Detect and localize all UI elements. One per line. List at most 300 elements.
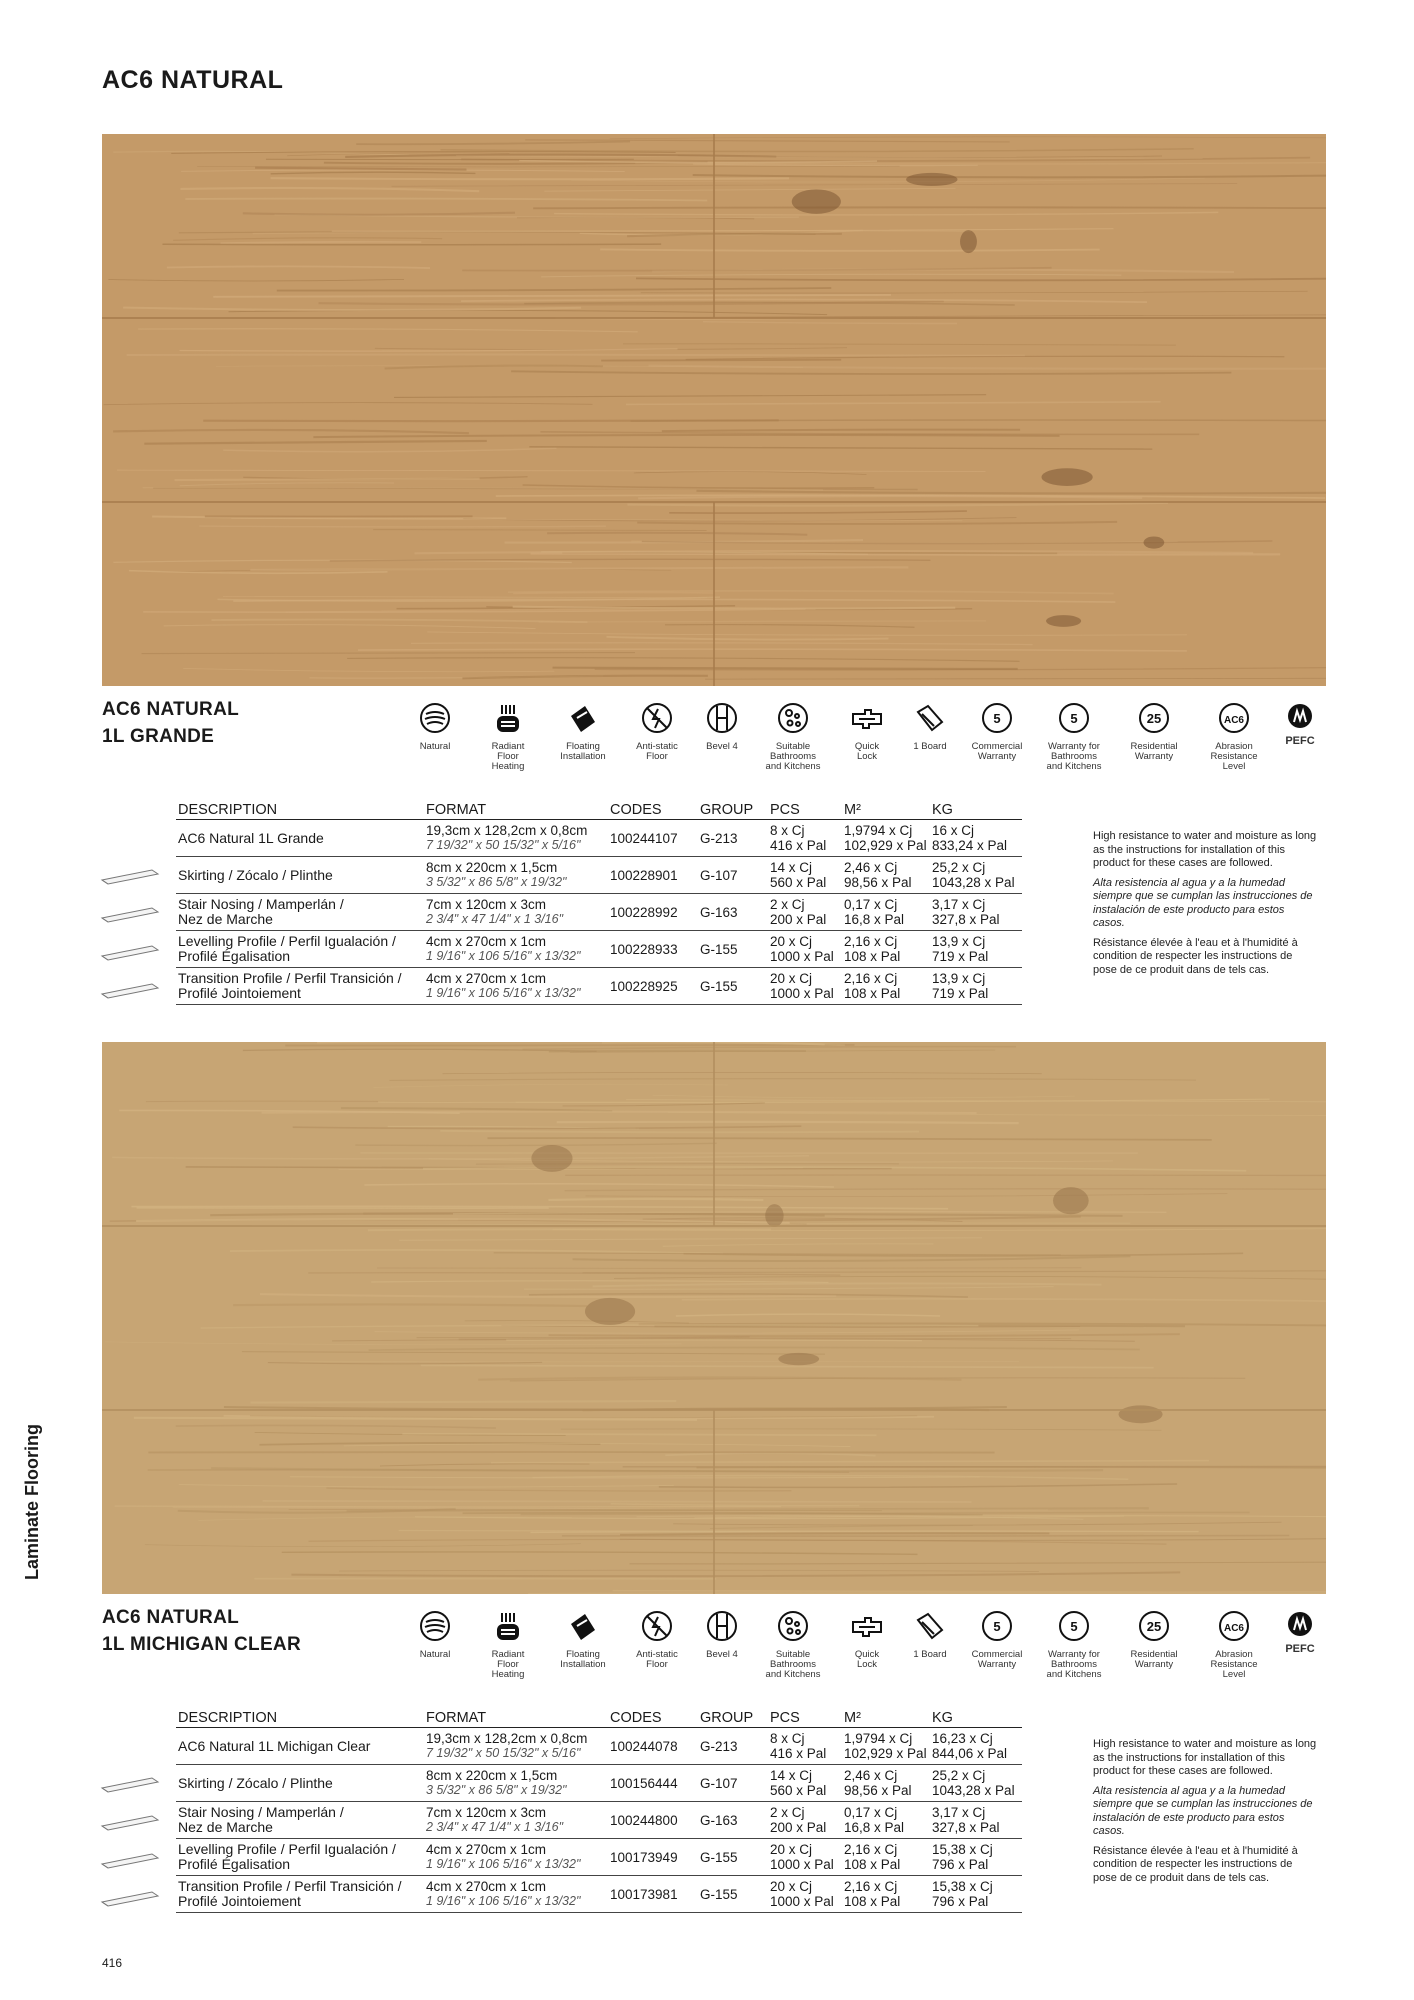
pcs-pallet: 1000 x Pal [770, 1894, 834, 1909]
wood-knot [778, 1353, 819, 1365]
wood-grain [548, 1199, 763, 1200]
format-metric: 19,3cm x 128,2cm x 0,8cm [426, 1731, 588, 1746]
m2-box: 1,9794 x Cj [844, 823, 913, 838]
column-header: KG [930, 798, 1022, 820]
kg-cell [930, 1802, 1022, 1839]
warranty-bathrooms-kitchens-icon [1058, 702, 1090, 734]
kg-pallet: 719 x Pal [932, 986, 989, 1001]
format-metric: 7cm x 120cm x 3cm [426, 897, 547, 912]
description-line1: AC6 Natural 1L Michigan Clear [178, 1737, 371, 1754]
m2-pallet: 16,8 x Pal [844, 912, 905, 927]
natural-feature [395, 1610, 475, 1660]
format-metric: 4cm x 270cm x 1cm [426, 1879, 547, 1894]
format-cell [424, 894, 608, 931]
profile-thumbnail-icon [100, 1774, 160, 1794]
pcs-pallet: 416 x Pal [770, 1746, 827, 1761]
m2-pallet: 98,56 x Pal [844, 1783, 912, 1798]
pcs-pallet: 200 x Pal [770, 912, 827, 927]
wood-grain [285, 1045, 854, 1046]
pcs-box: 20 x Cj [770, 1879, 813, 1894]
profile-thumbnail-icon [100, 942, 160, 962]
m2-cell [842, 1765, 930, 1802]
icon-label: PEFC [1285, 735, 1315, 747]
wood-knot [792, 189, 841, 213]
column-header: DESCRIPTION [176, 798, 424, 820]
kg-box: 13,9 x Cj [932, 934, 986, 949]
icon-label: Natural [419, 741, 451, 752]
table-row [176, 1876, 1022, 1913]
svg-text:5: 5 [993, 711, 1001, 726]
kg-pallet: 719 x Pal [932, 949, 989, 964]
pefc-icon [1284, 1610, 1316, 1642]
m2-cell [842, 1839, 930, 1876]
pcs-box: 2 x Cj [770, 1805, 805, 1820]
format-imperial: 3 5/32" x 86 5/8" x 19/32" [426, 875, 567, 889]
format-cell [424, 1839, 608, 1876]
icon-label: Commercial Warranty [971, 1649, 1023, 1670]
profile-thumbnail-icon [100, 904, 160, 924]
radiant-floor-heating-feature [468, 1610, 548, 1680]
pcs-cell [768, 1839, 842, 1876]
group-cell: G-155 [698, 931, 768, 968]
format-imperial: 7 19/32" x 50 15/32" x 5/16" [426, 838, 581, 852]
pcs-pallet: 560 x Pal [770, 1783, 827, 1798]
format-imperial: 1 9/16" x 106 5/16" x 13/32" [426, 949, 581, 963]
icon-label: Warranty for Bathrooms and Kitchens [1046, 741, 1102, 772]
kg-cell [930, 1728, 1022, 1765]
format-metric: 8cm x 220cm x 1,5cm [426, 1768, 558, 1783]
wood-knot [1144, 536, 1165, 548]
wood-knot [1042, 468, 1093, 486]
code-cell: 100228925 [608, 968, 698, 1005]
commercial-warranty-icon [981, 702, 1013, 734]
warranty-bathrooms-kitchens-icon [1058, 1610, 1090, 1642]
description-cell [176, 1839, 424, 1876]
one-board-icon [914, 702, 946, 734]
description-line2: Profilé Jointoiement [178, 985, 301, 1001]
table-row [176, 820, 1022, 857]
product-title-line2: 1L GRANDE [102, 726, 215, 747]
m2-pallet: 16,8 x Pal [844, 1820, 905, 1835]
table-row [176, 931, 1022, 968]
description-cell [176, 857, 424, 894]
description-line1: Transition Profile / Perfil Transición / [178, 1878, 402, 1894]
m2-cell [842, 894, 930, 931]
kg-box: 16,23 x Cj [932, 1731, 993, 1746]
floating-installation-icon [567, 1610, 599, 1642]
product-title-line1: AC6 NATURAL [102, 699, 239, 720]
code-cell: 100156444 [608, 1765, 698, 1802]
code-cell: 100173981 [608, 1876, 698, 1913]
m2-cell [842, 968, 930, 1005]
code-cell: 100228901 [608, 857, 698, 894]
page-title: AC6 NATURAL [102, 66, 284, 94]
wood-plank-texture [102, 134, 1326, 686]
profile-thumbnail-icon [100, 1812, 160, 1832]
page-number: 416 [102, 1956, 123, 1970]
wood-grain [148, 1452, 994, 1453]
pcs-box: 14 x Cj [770, 860, 813, 875]
format-cell [424, 1802, 608, 1839]
svg-text:AC6: AC6 [1223, 715, 1245, 726]
abrasion-resistance-icon [1218, 702, 1250, 734]
wood-knot [960, 230, 977, 253]
product-title-line2: 1L MICHIGAN CLEAR [102, 1634, 301, 1655]
kg-box: 15,38 x Cj [932, 1842, 993, 1857]
kg-pallet: 844,06 x Pal [932, 1746, 1008, 1761]
column-header: M² [842, 798, 930, 820]
icon-label: PEFC [1285, 1643, 1315, 1655]
m2-box: 2,46 x Cj [844, 1768, 898, 1783]
description-line2: Profilé Égalisation [178, 948, 291, 964]
kg-cell [930, 820, 1022, 857]
table-row [176, 1802, 1022, 1839]
group-cell: G-155 [698, 968, 768, 1005]
column-header: CODES [608, 798, 698, 820]
spec-table-grande [176, 798, 1022, 1005]
column-header: DESCRIPTION [176, 1706, 424, 1728]
radiant-floor-heating-icon [492, 702, 524, 734]
wood-grain [263, 1501, 972, 1502]
wood-grain [271, 178, 790, 179]
icon-label: Residential Warranty [1130, 1649, 1178, 1670]
note-es: Alta resistencia al agua y a la humedad siempre que se cumplan las instrucciones de instalación de este producto para estos casos. [1093, 1784, 1313, 1837]
natural-icon [419, 1610, 451, 1642]
wood-grain [601, 360, 841, 361]
code-cell: 100228933 [608, 931, 698, 968]
pcs-box: 8 x Cj [770, 823, 805, 838]
pcs-cell [768, 1728, 842, 1765]
residential-warranty-feature [1114, 1610, 1194, 1670]
wood-knot [906, 173, 957, 186]
group-cell: G-163 [698, 894, 768, 931]
pcs-box: 14 x Cj [770, 1768, 813, 1783]
pcs-pallet: 1000 x Pal [770, 949, 834, 964]
floor-image-grande [102, 134, 1326, 686]
suitable-bathrooms-kitchens-feature [753, 1610, 833, 1680]
group-cell: G-107 [698, 1765, 768, 1802]
description-cell [176, 894, 424, 931]
svg-text:25: 25 [1146, 711, 1162, 726]
description-line2: Nez de Marche [178, 911, 273, 927]
feature-icons-row [0, 1610, 1414, 1690]
m2-cell [842, 1728, 930, 1765]
commercial-warranty-feature [957, 1610, 1037, 1670]
m2-box: 0,17 x Cj [844, 897, 898, 912]
group-cell: G-155 [698, 1876, 768, 1913]
note-fr: Résistance élevée à l'eau et à l'humidité à condition de respecter les instructions de pose de ce produit dans de tels cas. [1093, 936, 1298, 976]
bevel-4-icon [706, 702, 738, 734]
kg-cell [930, 857, 1022, 894]
pcs-cell [768, 1802, 842, 1839]
residential-warranty-icon [1138, 1610, 1170, 1642]
format-imperial: 2 3/4" x 47 1/4" x 1 3/16" [426, 912, 564, 926]
format-metric: 19,3cm x 128,2cm x 0,8cm [426, 823, 588, 838]
m2-pallet: 108 x Pal [844, 986, 901, 1001]
description-line1: Levelling Profile / Perfil Igualación / [178, 933, 396, 949]
svg-text:25: 25 [1146, 1619, 1162, 1634]
abrasion-resistance-icon [1218, 1610, 1250, 1642]
wood-knot [531, 1145, 572, 1172]
m2-box: 2,16 x Cj [844, 934, 898, 949]
icon-label: Floating Installation [560, 741, 606, 762]
description-cell [176, 1876, 424, 1913]
pcs-pallet: 416 x Pal [770, 838, 827, 853]
format-cell [424, 1876, 608, 1913]
wood-grain [557, 1122, 1019, 1123]
wood-grain [175, 479, 480, 480]
warranty-bathrooms-kitchens-feature [1034, 1610, 1114, 1680]
m2-pallet: 108 x Pal [844, 949, 901, 964]
suitable-bathrooms-kitchens-icon [777, 702, 809, 734]
icon-label: 1 Board [913, 1649, 947, 1660]
profile-thumbnail-icon [100, 1888, 160, 1908]
pcs-pallet: 1000 x Pal [770, 1857, 834, 1872]
pcs-cell [768, 857, 842, 894]
wood-grain [565, 1175, 1326, 1176]
format-metric: 4cm x 270cm x 1cm [426, 934, 547, 949]
m2-box: 2,46 x Cj [844, 860, 898, 875]
column-header: CODES [608, 1706, 698, 1728]
kg-pallet: 796 x Pal [932, 1857, 989, 1872]
bevel-4-feature [682, 702, 762, 752]
profile-thumbnail-icon [100, 980, 160, 1000]
group-cell: G-213 [698, 820, 768, 857]
format-imperial: 1 9/16" x 106 5/16" x 13/32" [426, 1857, 581, 1871]
description-cell [176, 1728, 424, 1765]
kg-box: 25,2 x Cj [932, 1768, 986, 1783]
pefc-icon [1284, 702, 1316, 734]
description-line1: Stair Nosing / Mamperlán / [178, 896, 344, 912]
pcs-box: 8 x Cj [770, 1731, 805, 1746]
table-header [176, 798, 1022, 820]
kg-pallet: 1043,28 x Pal [932, 875, 1015, 890]
description-line1: Skirting / Zócalo / Plinthe [178, 1774, 333, 1791]
description-line1: AC6 Natural 1L Grande [178, 829, 324, 846]
table-row [176, 1765, 1022, 1802]
description-cell [176, 968, 424, 1005]
pcs-cell [768, 968, 842, 1005]
m2-cell [842, 1876, 930, 1913]
pcs-pallet: 1000 x Pal [770, 986, 834, 1001]
code-cell: 100228992 [608, 894, 698, 931]
icon-label: Bevel 4 [706, 741, 738, 752]
wood-plank-texture [102, 1042, 1326, 1594]
format-cell [424, 931, 608, 968]
radiant-floor-heating-feature [468, 702, 548, 772]
moisture-note [1093, 830, 1317, 983]
pefc-feature [1260, 1610, 1340, 1654]
kg-pallet: 327,8 x Pal [932, 1820, 1000, 1835]
natural-feature [395, 702, 475, 752]
icon-label: Quick Lock [854, 741, 880, 762]
quick-lock-icon [851, 702, 883, 734]
column-header: FORMAT [424, 1706, 608, 1728]
column-header: FORMAT [424, 798, 608, 820]
icon-label: Radiant Floor Heating [491, 741, 525, 772]
kg-pallet: 1043,28 x Pal [932, 1783, 1015, 1798]
feature-icons-row [0, 702, 1414, 782]
icon-label: Radiant Floor Heating [491, 1649, 525, 1680]
pcs-box: 20 x Cj [770, 1842, 813, 1857]
kg-cell [930, 894, 1022, 931]
pcs-box: 2 x Cj [770, 897, 805, 912]
spec-table-michigan [176, 1706, 1022, 1913]
description-cell [176, 931, 424, 968]
anti-static-floor-icon [641, 702, 673, 734]
description-line2: Profilé Égalisation [178, 1856, 291, 1872]
radiant-floor-heating-icon [492, 1610, 524, 1642]
wood-knot [585, 1298, 635, 1325]
wood-grain [368, 1229, 771, 1230]
column-header: GROUP [698, 1706, 768, 1728]
format-metric: 4cm x 270cm x 1cm [426, 971, 547, 986]
pcs-box: 20 x Cj [770, 934, 813, 949]
wood-grain [115, 1506, 781, 1507]
format-metric: 4cm x 270cm x 1cm [426, 1842, 547, 1857]
suitable-bathrooms-kitchens-icon [777, 1610, 809, 1642]
icon-label: Abrasion Resistance Level [1210, 741, 1258, 772]
description-line1: Transition Profile / Perfil Transición / [178, 970, 402, 986]
format-cell [424, 968, 608, 1005]
m2-box: 0,17 x Cj [844, 1805, 898, 1820]
suitable-bathrooms-kitchens-feature [753, 702, 833, 772]
icon-label: 1 Board [913, 741, 947, 752]
kg-box: 13,9 x Cj [932, 971, 986, 986]
kg-box: 3,17 x Cj [932, 1805, 986, 1820]
m2-box: 2,16 x Cj [844, 1879, 898, 1894]
floor-image-michigan [102, 1042, 1326, 1594]
description-cell [176, 1765, 424, 1802]
pcs-cell [768, 931, 842, 968]
format-cell [424, 820, 608, 857]
format-metric: 8cm x 220cm x 1,5cm [426, 860, 558, 875]
code-cell: 100244800 [608, 1802, 698, 1839]
svg-text:5: 5 [1070, 1619, 1078, 1634]
table-row [176, 968, 1022, 1005]
one-board-icon [914, 1610, 946, 1642]
floating-installation-icon [567, 702, 599, 734]
residential-warranty-feature [1114, 702, 1194, 762]
column-header: GROUP [698, 798, 768, 820]
wood-grain [506, 1340, 922, 1341]
pcs-cell [768, 1765, 842, 1802]
wood-knot [765, 1204, 783, 1227]
code-cell: 100173949 [608, 1839, 698, 1876]
svg-text:5: 5 [1070, 711, 1078, 726]
format-imperial: 1 9/16" x 106 5/16" x 13/32" [426, 1894, 581, 1908]
icon-label: Bevel 4 [706, 1649, 738, 1660]
format-imperial: 7 19/32" x 50 15/32" x 5/16" [426, 1746, 581, 1760]
pcs-pallet: 200 x Pal [770, 1820, 827, 1835]
wood-grain [199, 526, 606, 527]
format-metric: 7cm x 120cm x 3cm [426, 1805, 547, 1820]
wood-knot [1053, 1187, 1089, 1214]
kg-cell [930, 931, 1022, 968]
icon-label: Abrasion Resistance Level [1210, 1649, 1258, 1680]
kg-pallet: 833,24 x Pal [932, 838, 1008, 853]
commercial-warranty-icon [981, 1610, 1013, 1642]
svg-text:5: 5 [993, 1619, 1001, 1634]
description-cell [176, 1802, 424, 1839]
kg-box: 3,17 x Cj [932, 897, 986, 912]
description-line1: Stair Nosing / Mamperlán / [178, 1804, 344, 1820]
wood-grain [562, 1535, 1289, 1536]
kg-box: 25,2 x Cj [932, 860, 986, 875]
icon-label: Suitable Bathrooms and Kitchens [765, 1649, 821, 1680]
kg-cell [930, 1765, 1022, 1802]
code-cell: 100244107 [608, 820, 698, 857]
description-line2: Nez de Marche [178, 1819, 273, 1835]
warranty-bathrooms-kitchens-feature [1034, 702, 1114, 772]
format-imperial: 1 9/16" x 106 5/16" x 13/32" [426, 986, 581, 1000]
wood-knot [1119, 1405, 1163, 1423]
profile-thumbnail-icon [100, 1850, 160, 1870]
group-cell: G-155 [698, 1839, 768, 1876]
icon-label: Residential Warranty [1130, 741, 1178, 762]
m2-box: 1,9794 x Cj [844, 1731, 913, 1746]
m2-cell [842, 931, 930, 968]
column-header: KG [930, 1706, 1022, 1728]
format-cell [424, 1728, 608, 1765]
icon-label: Warranty for Bathrooms and Kitchens [1046, 1649, 1102, 1680]
column-header: PCS [768, 798, 842, 820]
description-line1: Levelling Profile / Perfil Igualación / [178, 1841, 396, 1857]
group-cell: G-213 [698, 1728, 768, 1765]
m2-pallet: 108 x Pal [844, 1894, 901, 1909]
wood-grain [528, 1593, 1326, 1594]
table-row [176, 894, 1022, 931]
description-line2: Profilé Jointoiement [178, 1893, 301, 1909]
kg-cell [930, 968, 1022, 1005]
note-es: Alta resistencia al agua y a la humedad siempre que se cumplan las instrucciones de instalación de este producto para estos casos. [1093, 876, 1313, 929]
format-imperial: 3 5/32" x 86 5/8" x 19/32" [426, 1783, 567, 1797]
product-title-line1: AC6 NATURAL [102, 1607, 239, 1628]
note-en: High resistance to water and moisture as long as the instructions for installation of this product for these cases are followed. [1093, 830, 1317, 869]
pcs-box: 20 x Cj [770, 971, 813, 986]
m2-pallet: 98,56 x Pal [844, 875, 912, 890]
kg-box: 15,38 x Cj [932, 1879, 993, 1894]
icon-label: Anti-static Floor [636, 1649, 678, 1670]
pcs-cell [768, 1876, 842, 1913]
anti-static-floor-icon [641, 1610, 673, 1642]
pefc-feature [1260, 702, 1340, 746]
description-line1: Skirting / Zócalo / Plinthe [178, 866, 333, 883]
kg-cell [930, 1839, 1022, 1876]
m2-cell [842, 1802, 930, 1839]
column-header: M² [842, 1706, 930, 1728]
icon-label: Anti-static Floor [636, 741, 678, 762]
kg-cell [930, 1876, 1022, 1913]
floating-installation-feature [543, 702, 623, 762]
bevel-4-feature [682, 1610, 762, 1660]
pcs-cell [768, 894, 842, 931]
icon-label: Floating Installation [560, 1649, 606, 1670]
column-header: PCS [768, 1706, 842, 1728]
wood-grain [127, 354, 1025, 355]
svg-text:AC6: AC6 [1223, 1623, 1245, 1634]
icon-label: Natural [419, 1649, 451, 1660]
kg-box: 16 x Cj [932, 823, 975, 838]
pcs-pallet: 560 x Pal [770, 875, 827, 890]
table-header [176, 1706, 1022, 1728]
m2-pallet: 102,929 x Pal [844, 1746, 927, 1761]
natural-icon [419, 702, 451, 734]
bevel-4-icon [706, 1610, 738, 1642]
table-row [176, 1728, 1022, 1765]
m2-pallet: 102,929 x Pal [844, 838, 927, 853]
m2-pallet: 108 x Pal [844, 1857, 901, 1872]
